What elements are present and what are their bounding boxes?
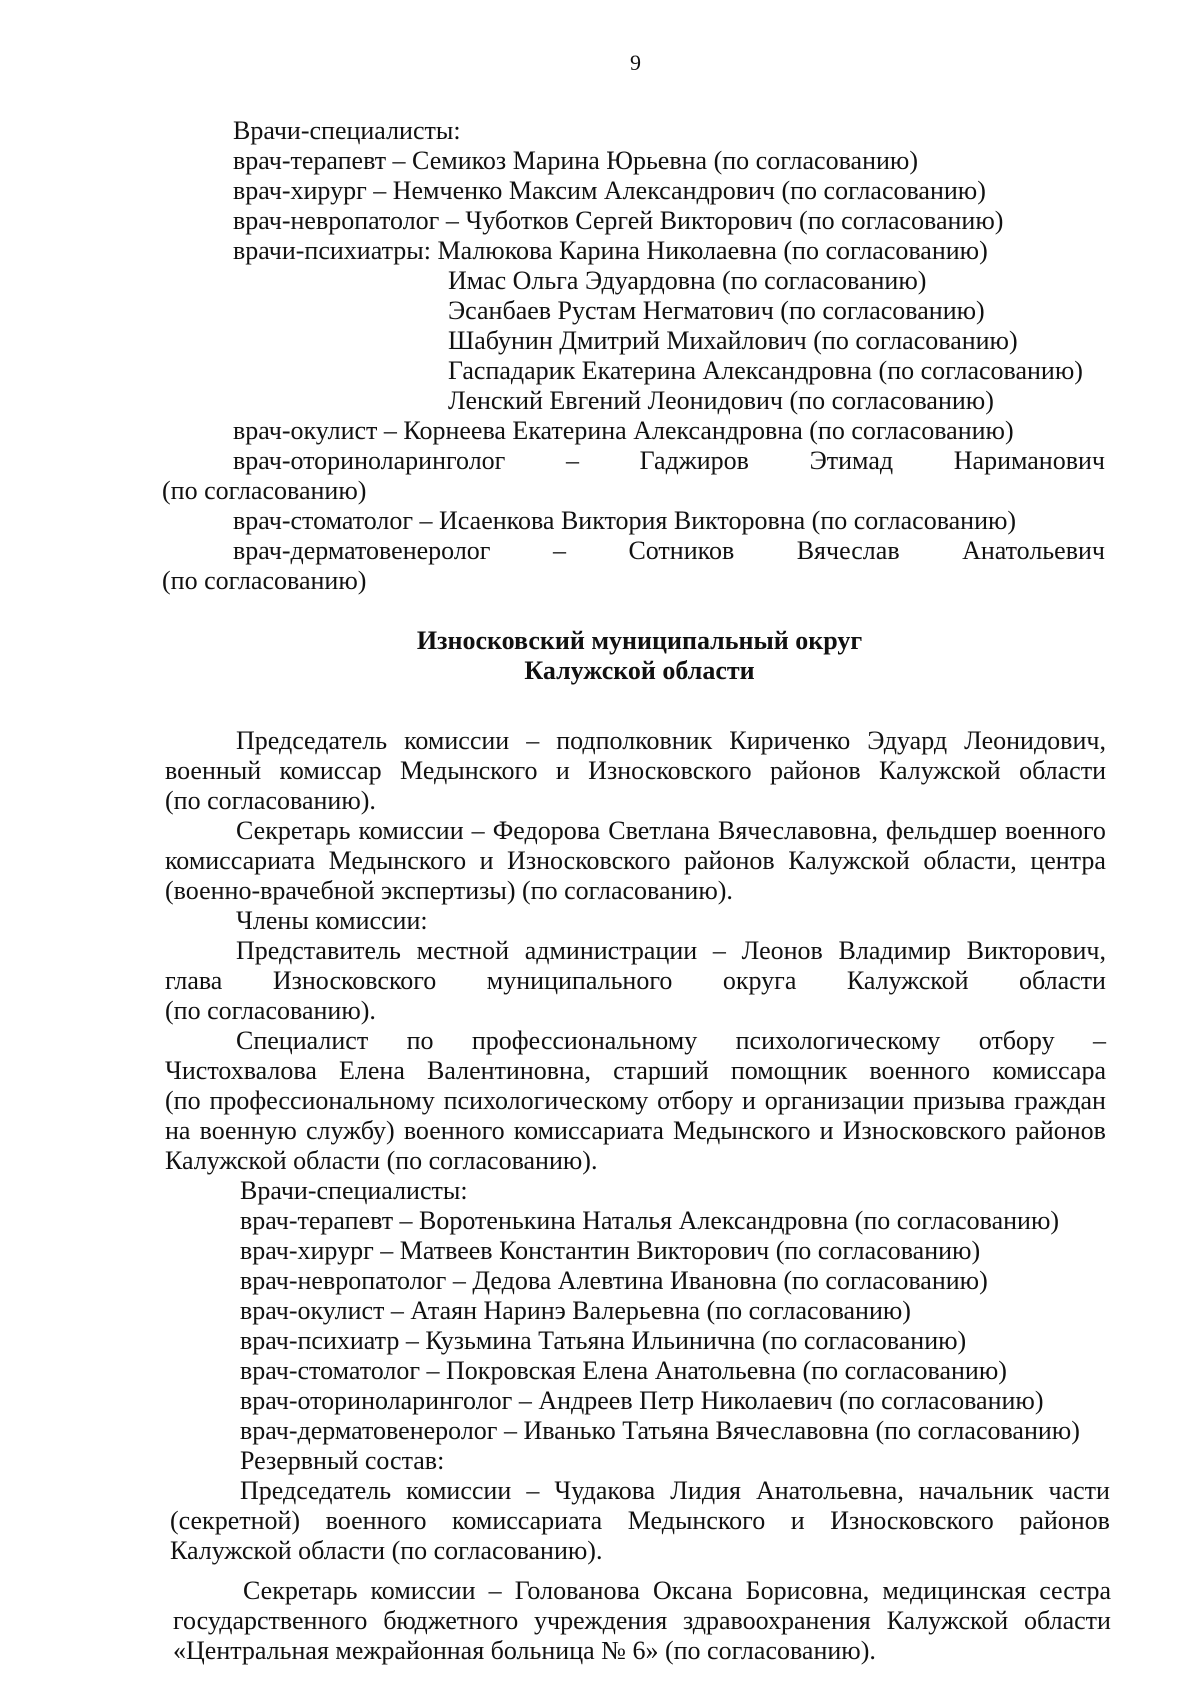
paragraph-line: (секретной) военного комиссариата Медынского и Износковского районов bbox=[170, 1506, 1110, 1535]
paragraph-line: (военно-врачебной экспертизы) (по согласованию). bbox=[165, 876, 733, 905]
members-heading: Члены комиссии: bbox=[236, 906, 428, 935]
doctor-line-justified: врач-дерматовенеролог – Сотников Вячеслав Анатольевич bbox=[233, 536, 1105, 565]
paragraph-line: (по согласованию). bbox=[165, 996, 376, 1025]
doctor-line: врач-невропатолог – Чуботков Сергей Викторович (по согласованию) bbox=[233, 206, 1004, 235]
doctor-line: врач-психиатр – Кузьмина Татьяна Ильинична (по согласованию) bbox=[240, 1326, 967, 1355]
doctor-line: врач-окулист – Атаян Наринэ Валерьевна (по согласованию) bbox=[240, 1296, 911, 1325]
doctors-heading: Врачи-специалисты: bbox=[233, 116, 461, 145]
doctor-line: врач-оториноларинголог – Андреев Петр Николаевич (по согласованию) bbox=[240, 1386, 1044, 1415]
reserve-heading: Резервный состав: bbox=[240, 1446, 445, 1475]
psychiatrist-line: Эсанбаев Рустам Негматович (по согласованию) bbox=[448, 296, 985, 325]
paragraph-line: Председатель комиссии – подполковник Кириченко Эдуард Леонидович, bbox=[236, 726, 1106, 755]
paragraph-line: Секретарь комиссии – Федорова Светлана Вячеславовна, фельдшер военного bbox=[236, 816, 1106, 845]
doctor-line: врач-стоматолог – Исаенкова Виктория Викторовна (по согласованию) bbox=[233, 506, 1017, 535]
doctors-heading: Врачи-специалисты: bbox=[240, 1176, 468, 1205]
doctor-line-tail: (по согласованию) bbox=[162, 476, 367, 505]
doctor-line: врач-хирург – Матвеев Константин Викторович (по согласованию) bbox=[240, 1236, 981, 1265]
paragraph-line: государственного бюджетного учреждения здравоохранения Калужской области bbox=[173, 1606, 1111, 1635]
doctor-line-justified: врач-оториноларинголог – Гаджиров Этимад Нариманович bbox=[233, 446, 1105, 475]
section-title: Износковский муниципальный округ bbox=[416, 626, 863, 655]
paragraph-line: (по профессиональному психологическому отбору и организации призыва граждан bbox=[165, 1086, 1106, 1115]
psychiatrist-line: Имас Ольга Эдуардовна (по согласованию) bbox=[448, 266, 927, 295]
doctor-line-tail: (по согласованию) bbox=[162, 566, 367, 595]
paragraph-line: (по согласованию). bbox=[165, 786, 376, 815]
psychiatrist-line: Ленский Евгений Леонидович (по согласованию) bbox=[448, 386, 994, 415]
paragraph-line: Калужской области (по согласованию). bbox=[170, 1536, 603, 1565]
paragraph-line: на военную службу) военного комиссариата Медынского и Износковского районов bbox=[165, 1116, 1106, 1145]
paragraph-line: Чистохвалова Елена Валентиновна, старший помощник военного комиссара bbox=[165, 1056, 1106, 1085]
paragraph-line: Секретарь комиссии – Голованова Оксана Борисовна, медицинская сестра bbox=[243, 1576, 1111, 1605]
doctor-line: врачи-психиатры: Малюкова Карина Николаевна (по согласованию) bbox=[233, 236, 988, 265]
doctor-line: врач-терапевт – Семикоз Марина Юрьевна (по согласованию) bbox=[233, 146, 918, 175]
page-number: 9 bbox=[630, 50, 641, 75]
paragraph-line: «Центральная межрайонная больница № 6» (по согласованию). bbox=[173, 1636, 876, 1665]
paragraph-line: Калужской области (по согласованию). bbox=[165, 1146, 598, 1175]
doctor-line: врач-хирург – Немченко Максим Александрович (по согласованию) bbox=[233, 176, 986, 205]
paragraph-line: комиссариата Медынского и Износковского районов Калужской области, центра bbox=[165, 846, 1106, 875]
paragraph-line: Представитель местной администрации – Леонов Владимир Викторович, bbox=[236, 936, 1106, 965]
psychiatrist-line: Шабунин Дмитрий Михайлович (по согласованию) bbox=[448, 326, 1018, 355]
paragraph-line: Специалист по профессиональному психологическому отбору – bbox=[236, 1026, 1106, 1055]
doctor-line: врач-терапевт – Воротенькина Наталья Александровна (по согласованию) bbox=[240, 1206, 1060, 1235]
paragraph-line: глава Износковского муниципального округа Калужской области bbox=[165, 966, 1106, 995]
doctor-line: врач-невропатолог – Дедова Алевтина Ивановна (по согласованию) bbox=[240, 1266, 988, 1295]
paragraph-line: военный комиссар Медынского и Износковского районов Калужской области bbox=[165, 756, 1106, 785]
paragraph-line: Председатель комиссии – Чудакова Лидия Анатольевна, начальник части bbox=[240, 1476, 1110, 1505]
psychiatrist-line: Гаспадарик Екатерина Александровна (по согласованию) bbox=[448, 356, 1083, 385]
doctor-line: врач-дерматовенеролог – Иванько Татьяна Вячеславовна (по согласованию) bbox=[240, 1416, 1080, 1445]
doctor-line: врач-окулист – Корнеева Екатерина Александровна (по согласованию) bbox=[233, 416, 1014, 445]
section-title: Калужской области bbox=[524, 656, 755, 685]
doctor-line: врач-стоматолог – Покровская Елена Анатольевна (по согласованию) bbox=[240, 1356, 1007, 1385]
